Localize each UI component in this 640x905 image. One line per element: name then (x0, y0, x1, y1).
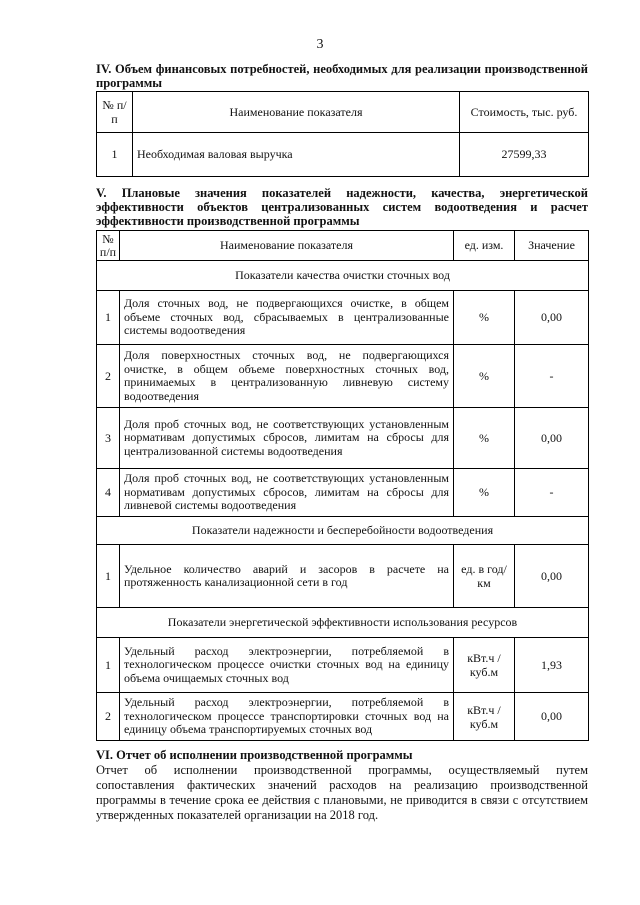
row-unit: ед. в год/ км (454, 545, 515, 608)
header-num: № п/п (97, 231, 120, 261)
table-row (97, 133, 589, 177)
group-header-quality (97, 261, 589, 291)
table-row (97, 345, 589, 408)
section-5-title: V. Плановые значения показателей надежности, качества, энергетической эффективности объектов централизованных систем водоотведения и расчет эффективности производственной программы (96, 186, 588, 228)
header-num: № п/п (97, 92, 133, 133)
row-unit: кВт.ч / куб.м (454, 693, 515, 741)
header-value: Значение (515, 231, 589, 261)
row-name: Доля проб сточных вод, не соответствующих установленным нормативам допустимых сбросов, лимитам на сбросы для централизованной системы водоотведения (120, 408, 454, 469)
row-num: 3 (97, 408, 120, 469)
row-value: 0,00 (515, 545, 589, 608)
header-unit: ед. изм. (454, 231, 515, 261)
row-name: Удельный расход электроэнергии, потребляемой в технологическом процессе очистки сточных вод на единицу объема очищаемых сточных вод (120, 638, 454, 693)
row-name: Необходимая валовая выручка (133, 133, 460, 177)
row-value: 0,00 (515, 408, 589, 469)
table-row (97, 469, 589, 517)
section-6-title: VI. Отчет об исполнении производственной программы (96, 748, 413, 762)
group-title: Показатели качества очистки сточных вод (97, 261, 589, 291)
row-unit: % (454, 469, 515, 517)
header-name: Наименование показателя (120, 231, 454, 261)
row-num: 4 (97, 469, 120, 517)
group-title: Показатели надежности и бесперебойности водоотведения (97, 517, 589, 545)
row-unit: % (454, 291, 515, 345)
row-num: 1 (97, 545, 120, 608)
header-name: Наименование показателя (133, 92, 460, 133)
row-value: 27599,33 (460, 133, 589, 177)
table-header-row (97, 92, 589, 133)
section-4-title: IV. Объем финансовых потребностей, необходимых для реализации производственной программы (96, 62, 588, 90)
row-value: - (515, 345, 589, 408)
financial-needs-table (96, 91, 589, 177)
indicators-table (96, 230, 589, 741)
row-name: Удельное количество аварий и засоров в расчете на протяженность канализационной сети в год (120, 545, 454, 608)
table-row (97, 408, 589, 469)
row-num: 2 (97, 345, 120, 408)
row-name: Доля сточных вод, не подвергающихся очистке, в общем объеме сточных вод, сбрасываемых в централизованные системы водоотведения (120, 291, 454, 345)
row-num: 1 (97, 638, 120, 693)
row-num: 2 (97, 693, 120, 741)
row-name: Доля поверхностных сточных вод, не подвергающихся очистке, в общем объеме поверхностных сточных вод, принимаемых в централизованную ливневую систему водоотведения (120, 345, 454, 408)
row-num: 1 (97, 291, 120, 345)
table-row (97, 693, 589, 741)
table-row (97, 545, 589, 608)
row-value: - (515, 469, 589, 517)
row-unit: % (454, 408, 515, 469)
group-header-reliability (97, 517, 589, 545)
row-name: Удельный расход электроэнергии, потребляемой в технологическом процессе транспортировки сточных вод на единицу объема транспортируемых сточных вод (120, 693, 454, 741)
row-value: 0,00 (515, 291, 589, 345)
section-6-text: Отчет об исполнении производственной программы, осуществляемый путем сопоставления фактических значений расходов на реализацию производственной программы в течение срока ее действия с плановыми, не приводится в связи с отсутствием утвержденных показателей организации на 2018 год. (96, 763, 588, 822)
row-value: 0,00 (515, 693, 589, 741)
group-title: Показатели энергетической эффективности использования ресурсов (97, 608, 589, 638)
page-number: 3 (316, 37, 324, 52)
header-cost: Стоимость, тыс. руб. (460, 92, 589, 133)
row-name: Доля проб сточных вод, не соответствующих установленным нормативам допустимых сбросов, лимитам на сбросы для ливневой системы водоотведения (120, 469, 454, 517)
row-value: 1,93 (515, 638, 589, 693)
row-unit: % (454, 345, 515, 408)
row-num: 1 (97, 133, 133, 177)
table-row (97, 638, 589, 693)
table-header-row (97, 231, 589, 261)
row-unit: кВт.ч / куб.м (454, 638, 515, 693)
table-row (97, 291, 589, 345)
group-header-energy (97, 608, 589, 638)
